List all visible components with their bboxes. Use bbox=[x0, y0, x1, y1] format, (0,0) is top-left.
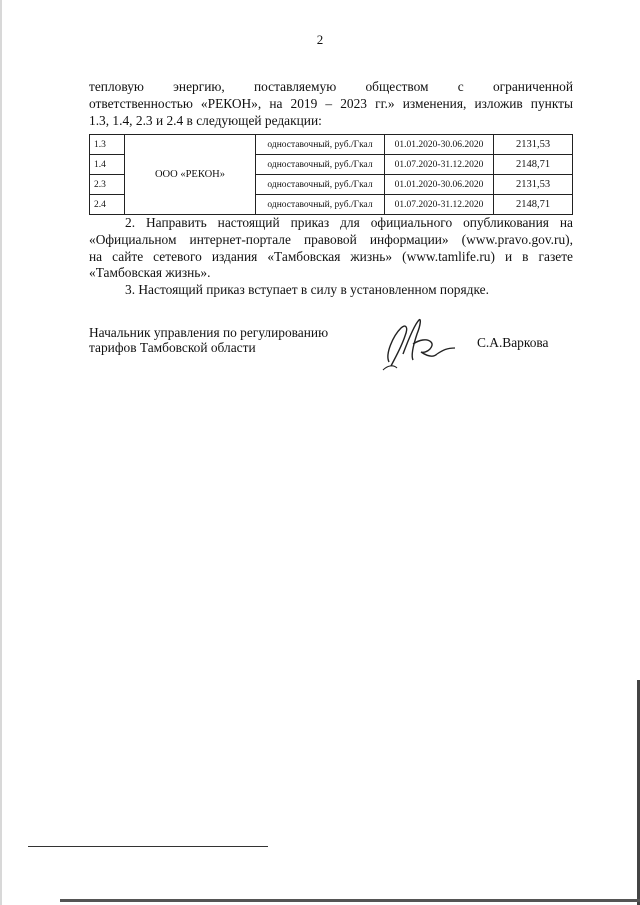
tariff-kind: одноставочный, руб./Гкал bbox=[256, 155, 385, 175]
intro-line: 1.3, 1.4, 2.3 и 2.4 в следующей редакции: bbox=[89, 112, 322, 128]
tariff-period: 01.07.2020-31.12.2020 bbox=[385, 195, 494, 215]
signatory-title-line: тарифов Тамбовской области bbox=[89, 340, 256, 355]
tariff-kind: одноставочный, руб./Гкал bbox=[256, 135, 385, 155]
intro-line: тепловую энергию, поставляемую обществом с ограниченной bbox=[89, 79, 573, 94]
tariff-period: 01.07.2020-31.12.2020 bbox=[385, 155, 494, 175]
tariff-value: 2131,53 bbox=[494, 175, 573, 195]
item-2-line: 2. Направить настоящий приказ для официального опубликования на bbox=[125, 215, 573, 230]
footnote-divider bbox=[28, 846, 268, 847]
intro-line: ответственностью «РЕКОН», на 2019 – 2023 гг.» изменения, изложив пункты bbox=[89, 95, 573, 111]
tariff-value: 2148,71 bbox=[494, 155, 573, 175]
item-2-line: на сайте сетевого издания «Тамбовская жизнь» (www.tamlife.ru) и в газете bbox=[89, 248, 573, 264]
item-2-line: «Тамбовская жизнь». bbox=[89, 265, 211, 281]
handwritten-signature bbox=[375, 314, 465, 376]
item-3-paragraph: 3. Настоящий приказ вступает в силу в установленном порядке. bbox=[125, 282, 489, 297]
tariff-table bbox=[89, 134, 573, 215]
scan-edge-bottom bbox=[60, 899, 640, 902]
intro-paragraph bbox=[89, 79, 573, 129]
tariff-kind: одноставочный, руб./Гкал bbox=[256, 175, 385, 195]
tariff-value: 2131,53 bbox=[494, 135, 573, 155]
row-index: 1.4 bbox=[90, 155, 125, 175]
scan-edge-left bbox=[0, 0, 2, 905]
item-2-paragraph bbox=[89, 215, 573, 282]
row-index: 2.4 bbox=[90, 195, 125, 215]
signatory-title bbox=[89, 325, 328, 355]
tariff-period: 01.01.2020-30.06.2020 bbox=[385, 135, 494, 155]
organization-cell: ООО «РЕКОН» bbox=[125, 135, 256, 215]
tariff-value: 2148,71 bbox=[494, 195, 573, 215]
signatory-name: С.А.Варкова bbox=[477, 335, 549, 350]
table-row bbox=[90, 135, 573, 155]
row-index: 1.3 bbox=[90, 135, 125, 155]
tariff-kind: одноставочный, руб./Гкал bbox=[256, 195, 385, 215]
signatory-title-line: Начальник управления по регулированию bbox=[89, 325, 329, 340]
item-2-line: «Официальном интернет-портале правовой информации» (www.pravo.gov.ru), bbox=[89, 231, 573, 247]
page-number: 2 bbox=[316, 32, 324, 47]
tariff-period: 01.01.2020-30.06.2020 bbox=[385, 175, 494, 195]
row-index: 2.3 bbox=[90, 175, 125, 195]
